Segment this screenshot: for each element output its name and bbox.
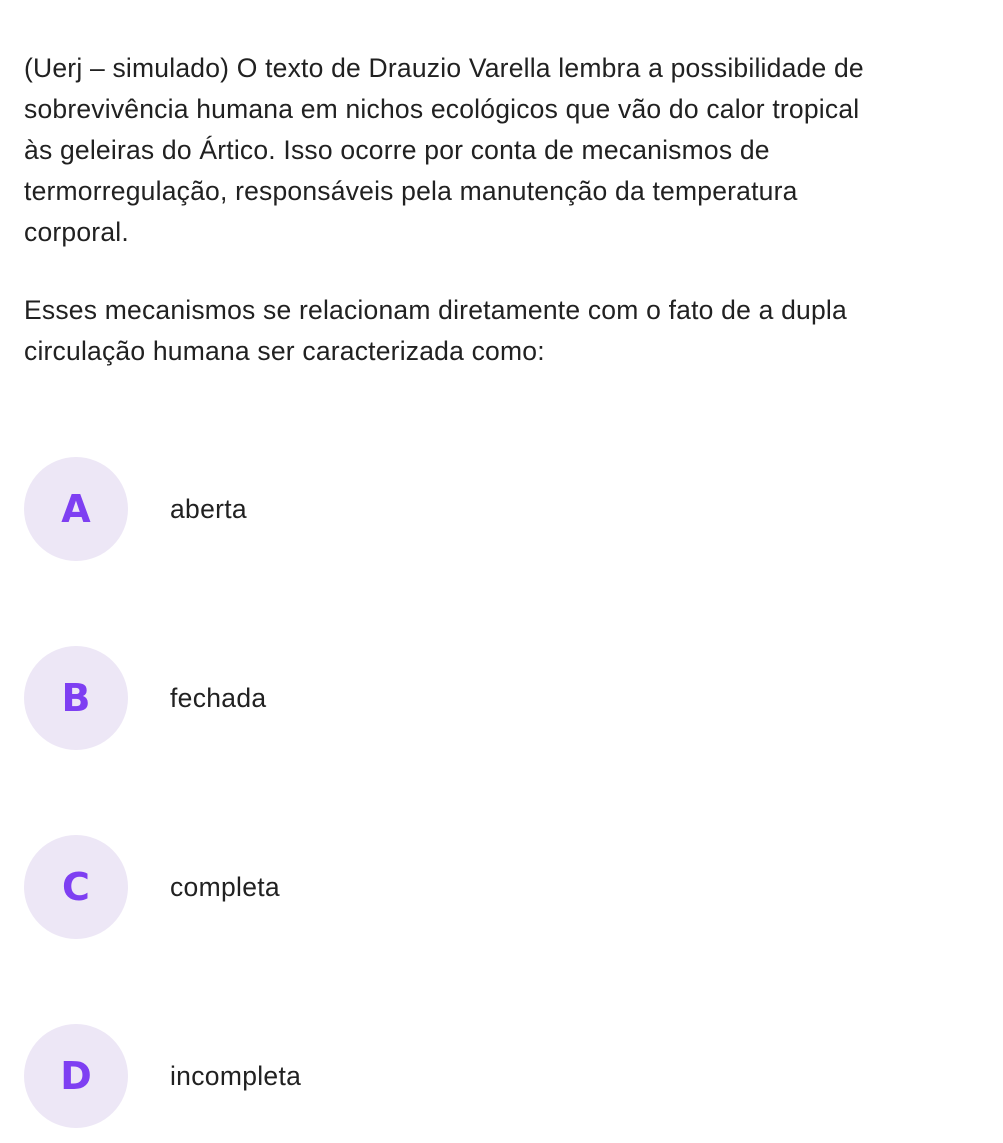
option-b-badge[interactable] bbox=[24, 646, 128, 750]
answer-options bbox=[24, 456, 984, 1129]
option-c-badge[interactable] bbox=[24, 835, 128, 939]
option-c-letter: C bbox=[62, 865, 90, 909]
option-b[interactable] bbox=[24, 645, 984, 751]
option-a-badge[interactable] bbox=[24, 457, 128, 561]
option-d-letter: D bbox=[60, 1054, 92, 1098]
option-d-badge[interactable] bbox=[24, 1024, 128, 1128]
option-a[interactable] bbox=[24, 456, 984, 562]
option-a-letter: A bbox=[61, 487, 91, 531]
option-c[interactable] bbox=[24, 834, 984, 940]
option-d-text: incompleta bbox=[170, 1060, 302, 1091]
option-b-text: fechada bbox=[170, 682, 267, 713]
question-paragraph-2: Esses mecanismos se relacionam diretamente com o fato de a dupla circulação humana ser caracterizada como: bbox=[24, 295, 847, 366]
question-paragraph-1: (Uerj – simulado) O texto de Drauzio Varella lembra a possibilidade de sobrevivência humana em nichos ecológicos que vão do calor tropical às geleiras do Ártico. Isso ocorre por conta de mecanismos de termorregulação, responsáveis pela manutenção da temperatura corporal. bbox=[24, 53, 864, 247]
option-a-text: aberta bbox=[170, 493, 247, 524]
option-c-text: completa bbox=[170, 871, 280, 902]
question-statement bbox=[24, 48, 984, 372]
option-d[interactable] bbox=[24, 1023, 984, 1129]
option-b-letter: B bbox=[61, 676, 91, 720]
